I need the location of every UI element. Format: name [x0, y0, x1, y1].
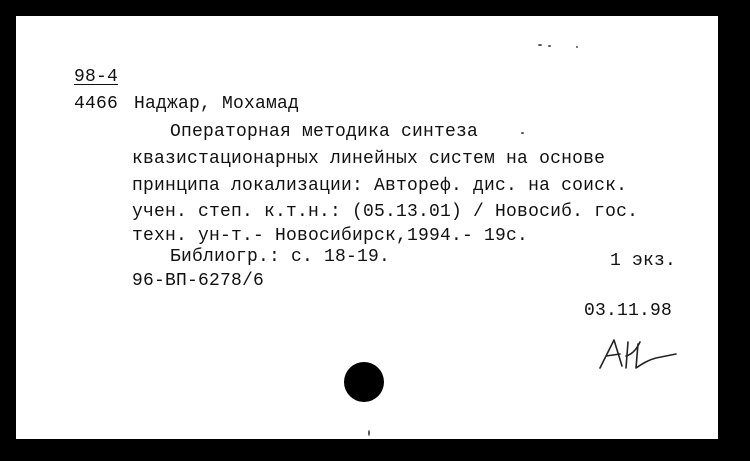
- scan-speck: [368, 430, 370, 436]
- scan-speck: [521, 132, 524, 134]
- title-line-4: учен. степ. к.т.н.: (05.13.01) / Новосиб. гос.: [132, 202, 639, 222]
- scan-speck: [576, 46, 578, 48]
- title-line-3: принципа локализации: Автореф. дис. на соиск.: [132, 176, 628, 196]
- title-line-5: техн. ун-т.- Новосибирск,1994.- 19с.: [132, 226, 529, 246]
- inventory-number: 4466: [74, 94, 119, 114]
- scan-speck: [548, 45, 551, 47]
- title-line-1: Операторная методика синтеза: [170, 122, 479, 142]
- punch-hole: [344, 362, 384, 402]
- author-heading: Наджар, Мохамад: [134, 94, 300, 114]
- call-number: 96-ВП-6278/6: [132, 271, 265, 291]
- copies-count: 1 экз.: [610, 251, 677, 271]
- title-line-2: квазистационарных линейных систем на основе: [132, 149, 606, 169]
- processing-date: 03.11.98: [584, 301, 673, 321]
- catalog-card: [16, 16, 718, 439]
- bibliography-note: Библиогр.: с. 18-19.: [170, 247, 391, 267]
- shelf-mark: 98-4: [74, 67, 119, 87]
- handwritten-signature: [596, 334, 686, 374]
- scan-speck: [538, 44, 542, 46]
